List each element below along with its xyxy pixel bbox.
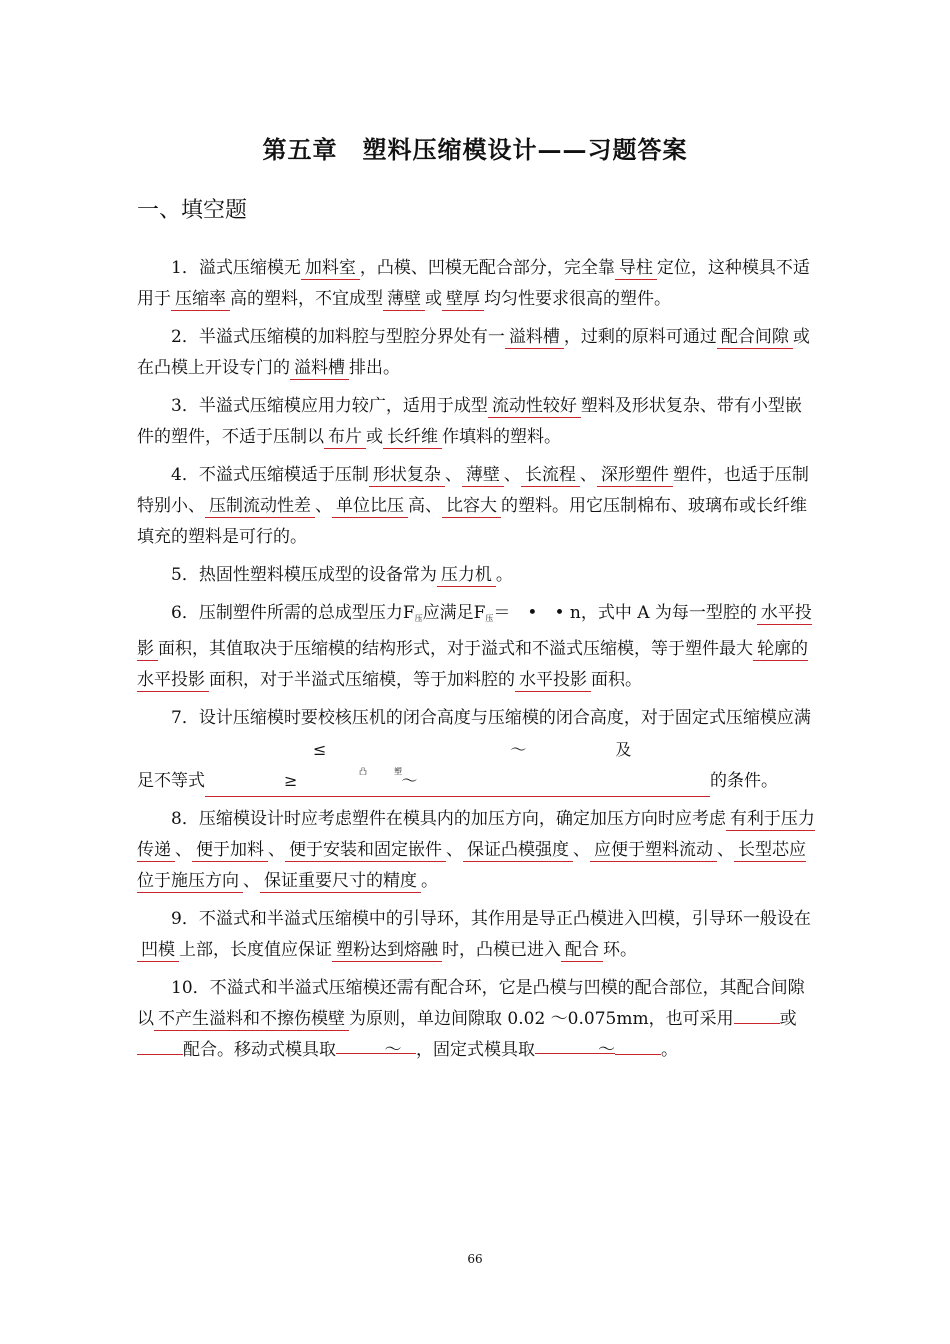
answer: 配合间隙 — [717, 327, 793, 349]
answer: 便于安装和固定嵌件 — [285, 840, 446, 862]
question-1 — [137, 253, 815, 315]
answer: 壁厚 — [442, 289, 484, 311]
question-text: 。 — [495, 565, 513, 585]
question-text: 或在凸模上开设专门的 — [137, 327, 810, 378]
answer: 应便于塑料流动 — [590, 840, 717, 862]
question-text: 塑料及形状复杂、带有小型嵌件的塑件，不适于压制以 — [137, 396, 802, 447]
inequality-blank — [205, 734, 710, 797]
question-text: 时，凸模已进入 — [442, 940, 561, 960]
question-text: 3．半溢式压缩模应用力较广，适用于成型 — [171, 396, 488, 416]
separator: 、 — [503, 465, 521, 485]
section-heading: 一、填空题 — [137, 198, 248, 223]
question-text: 或 — [425, 289, 442, 309]
answer: 薄壁 — [462, 465, 504, 487]
question-text: ，固定式模具取 — [416, 1040, 535, 1060]
question-2 — [137, 322, 815, 384]
question-text: 高、 — [408, 496, 442, 516]
answer: 不产生溢料和不擦伤模壁 — [154, 1009, 349, 1031]
answer: 单位比压 — [332, 496, 408, 518]
answer: 配合 — [561, 940, 603, 962]
tilde-symbol: ～ — [384, 1040, 402, 1060]
empty-blank — [734, 1005, 780, 1024]
answer: 压制流动性差 — [205, 496, 315, 518]
question-text: ，凸模、凹模无配合部分，完全靠 — [359, 258, 615, 278]
answer: 溢料槽 — [505, 327, 564, 349]
answer: 保证重要尺寸的精度 — [260, 871, 421, 893]
question-text: 均匀性要求很高的塑件。 — [484, 289, 671, 309]
answer: 水平投影 — [515, 670, 591, 692]
separator: 、 — [579, 465, 597, 485]
page-number: 66 — [467, 1252, 483, 1266]
answer: 薄壁 — [383, 289, 425, 311]
answer: 深形塑件 — [597, 465, 673, 487]
question-text: 1．溢式压缩模无 — [171, 258, 301, 278]
question-text: 排出。 — [349, 358, 400, 378]
tilde-symbol: ～ — [510, 740, 527, 759]
subscript: 塑 — [394, 767, 402, 776]
question-text: 或 — [366, 427, 383, 447]
question-list — [137, 253, 815, 1073]
question-text: 8．压缩模设计时应考虑塑件在模具内的加压方向，确定加压方向时应考虑 — [171, 809, 726, 829]
question-text: 配合。移动式模具取 — [183, 1040, 336, 1060]
answer: 布片 — [324, 427, 366, 449]
answer: 压力机 — [437, 565, 496, 587]
question-text: 的条件。 — [710, 771, 778, 791]
answer: 便于加料 — [192, 840, 268, 862]
answer: 长型芯应位于施压方向 — [137, 840, 806, 891]
subscript: 压 — [485, 614, 494, 623]
question-7 — [137, 703, 815, 797]
question-text: 4．不溢式压缩模适于压制 — [171, 465, 369, 485]
answer: 比容大 — [442, 496, 501, 518]
question-text: 面积，对于半溢式压缩模，等于加料腔的 — [209, 670, 515, 690]
question-text: 定位，这种模具不适用于 — [137, 258, 810, 309]
question-3 — [137, 391, 815, 453]
answer: 导柱 — [615, 258, 657, 280]
answer: 轮廓的水平投影 — [137, 639, 808, 690]
empty-blank — [615, 1036, 661, 1055]
answer: 溢料槽 — [290, 358, 349, 380]
question-text: 或 — [779, 1009, 797, 1029]
and-text: 及 — [615, 740, 632, 759]
separator: 、 — [573, 840, 590, 860]
question-text: ，过剩的原料可通过 — [563, 327, 717, 347]
question-text: 。 — [421, 871, 438, 891]
subscript: 压 — [414, 614, 423, 623]
question-text: 10．不溢式和半溢式压缩模还需有配合环，它是凸模与凹模的配合部位，其配合间隙以 — [137, 978, 805, 1029]
answer: 长流程 — [521, 465, 580, 487]
answer: 水平投影 — [137, 603, 812, 659]
tilde-symbol: ～ — [401, 771, 418, 790]
tilde-symbol: ～ — [598, 1040, 615, 1060]
question-text: 面积。 — [591, 670, 642, 690]
question-text: 5．热固性塑料模压成型的设备常为 — [171, 565, 437, 585]
answer: 加料室 — [301, 258, 360, 280]
question-10 — [137, 973, 815, 1066]
question-text: 9．不溢式和半溢式压缩模中的引导环，其作用是导正凸模进入凹模，引导环一般设在 — [171, 909, 811, 929]
empty-blank — [137, 1036, 183, 1055]
subscript: 凸 — [359, 767, 367, 776]
question-text: 为原则，单边间隙取 0.02 ～0.075mm，也可采用 — [349, 1009, 734, 1029]
question-text: 环。 — [603, 940, 637, 960]
ge-symbol: ≥ — [284, 771, 298, 790]
answer: 塑粉达到熔融 — [332, 940, 442, 962]
question-text: 面积，其值取决于压缩模的结构形式，对于溢式和不溢式压缩模，等于塑件最大 — [158, 639, 753, 659]
separator: 、 — [717, 840, 734, 860]
question-text: 7．设计压缩模时要校核压机的闭合高度与压缩模的闭合高度，对于固定式压缩模应满足不等式 — [137, 708, 811, 791]
answer: 有利于压力传递 — [137, 809, 815, 860]
question-text: 应满足F — [422, 603, 486, 623]
answer: 保证凸模强度 — [463, 840, 573, 862]
empty-blank — [535, 1035, 615, 1060]
answer: 凹模 — [137, 940, 179, 962]
question-text: 上部，长度值应保证 — [179, 940, 332, 960]
question-text: 的塑料。用它压制棉布、玻璃布或长纤维填充的塑料是可行的。 — [137, 496, 807, 547]
question-text: 6．压制塑件所需的总成型压力F — [171, 603, 415, 623]
question-text: ＝ • • n，式中 A 为每一型腔的 — [493, 603, 757, 623]
question-8 — [137, 804, 815, 897]
question-4 — [137, 460, 815, 553]
answer: 压缩率 — [171, 289, 230, 311]
answer: 长纤维 — [383, 427, 442, 449]
question-text: 塑件，也适于压制特别小、 — [137, 465, 809, 516]
question-text: 作填料的塑料。 — [442, 427, 561, 447]
separator: 、 — [315, 496, 332, 516]
le-symbol: ≤ — [313, 740, 327, 759]
question-text: 高的塑料，不宜成型 — [230, 289, 383, 309]
question-9 — [137, 904, 815, 966]
question-5 — [137, 560, 815, 591]
separator: 、 — [268, 840, 285, 860]
page-title: 第五章 塑料压缩模设计——习题答案 — [262, 135, 688, 164]
separator: 、 — [243, 871, 260, 891]
separator: 、 — [444, 465, 462, 485]
answer: 流动性较好 — [488, 396, 581, 418]
question-6 — [137, 598, 815, 696]
separator: 、 — [175, 840, 192, 860]
separator: 、 — [446, 840, 463, 860]
answer: 形状复杂 — [369, 465, 445, 487]
question-text: 2．半溢式压缩模的加料腔与型腔分界处有一 — [171, 327, 505, 347]
empty-blank — [336, 1035, 416, 1060]
question-text: 。 — [661, 1040, 678, 1060]
